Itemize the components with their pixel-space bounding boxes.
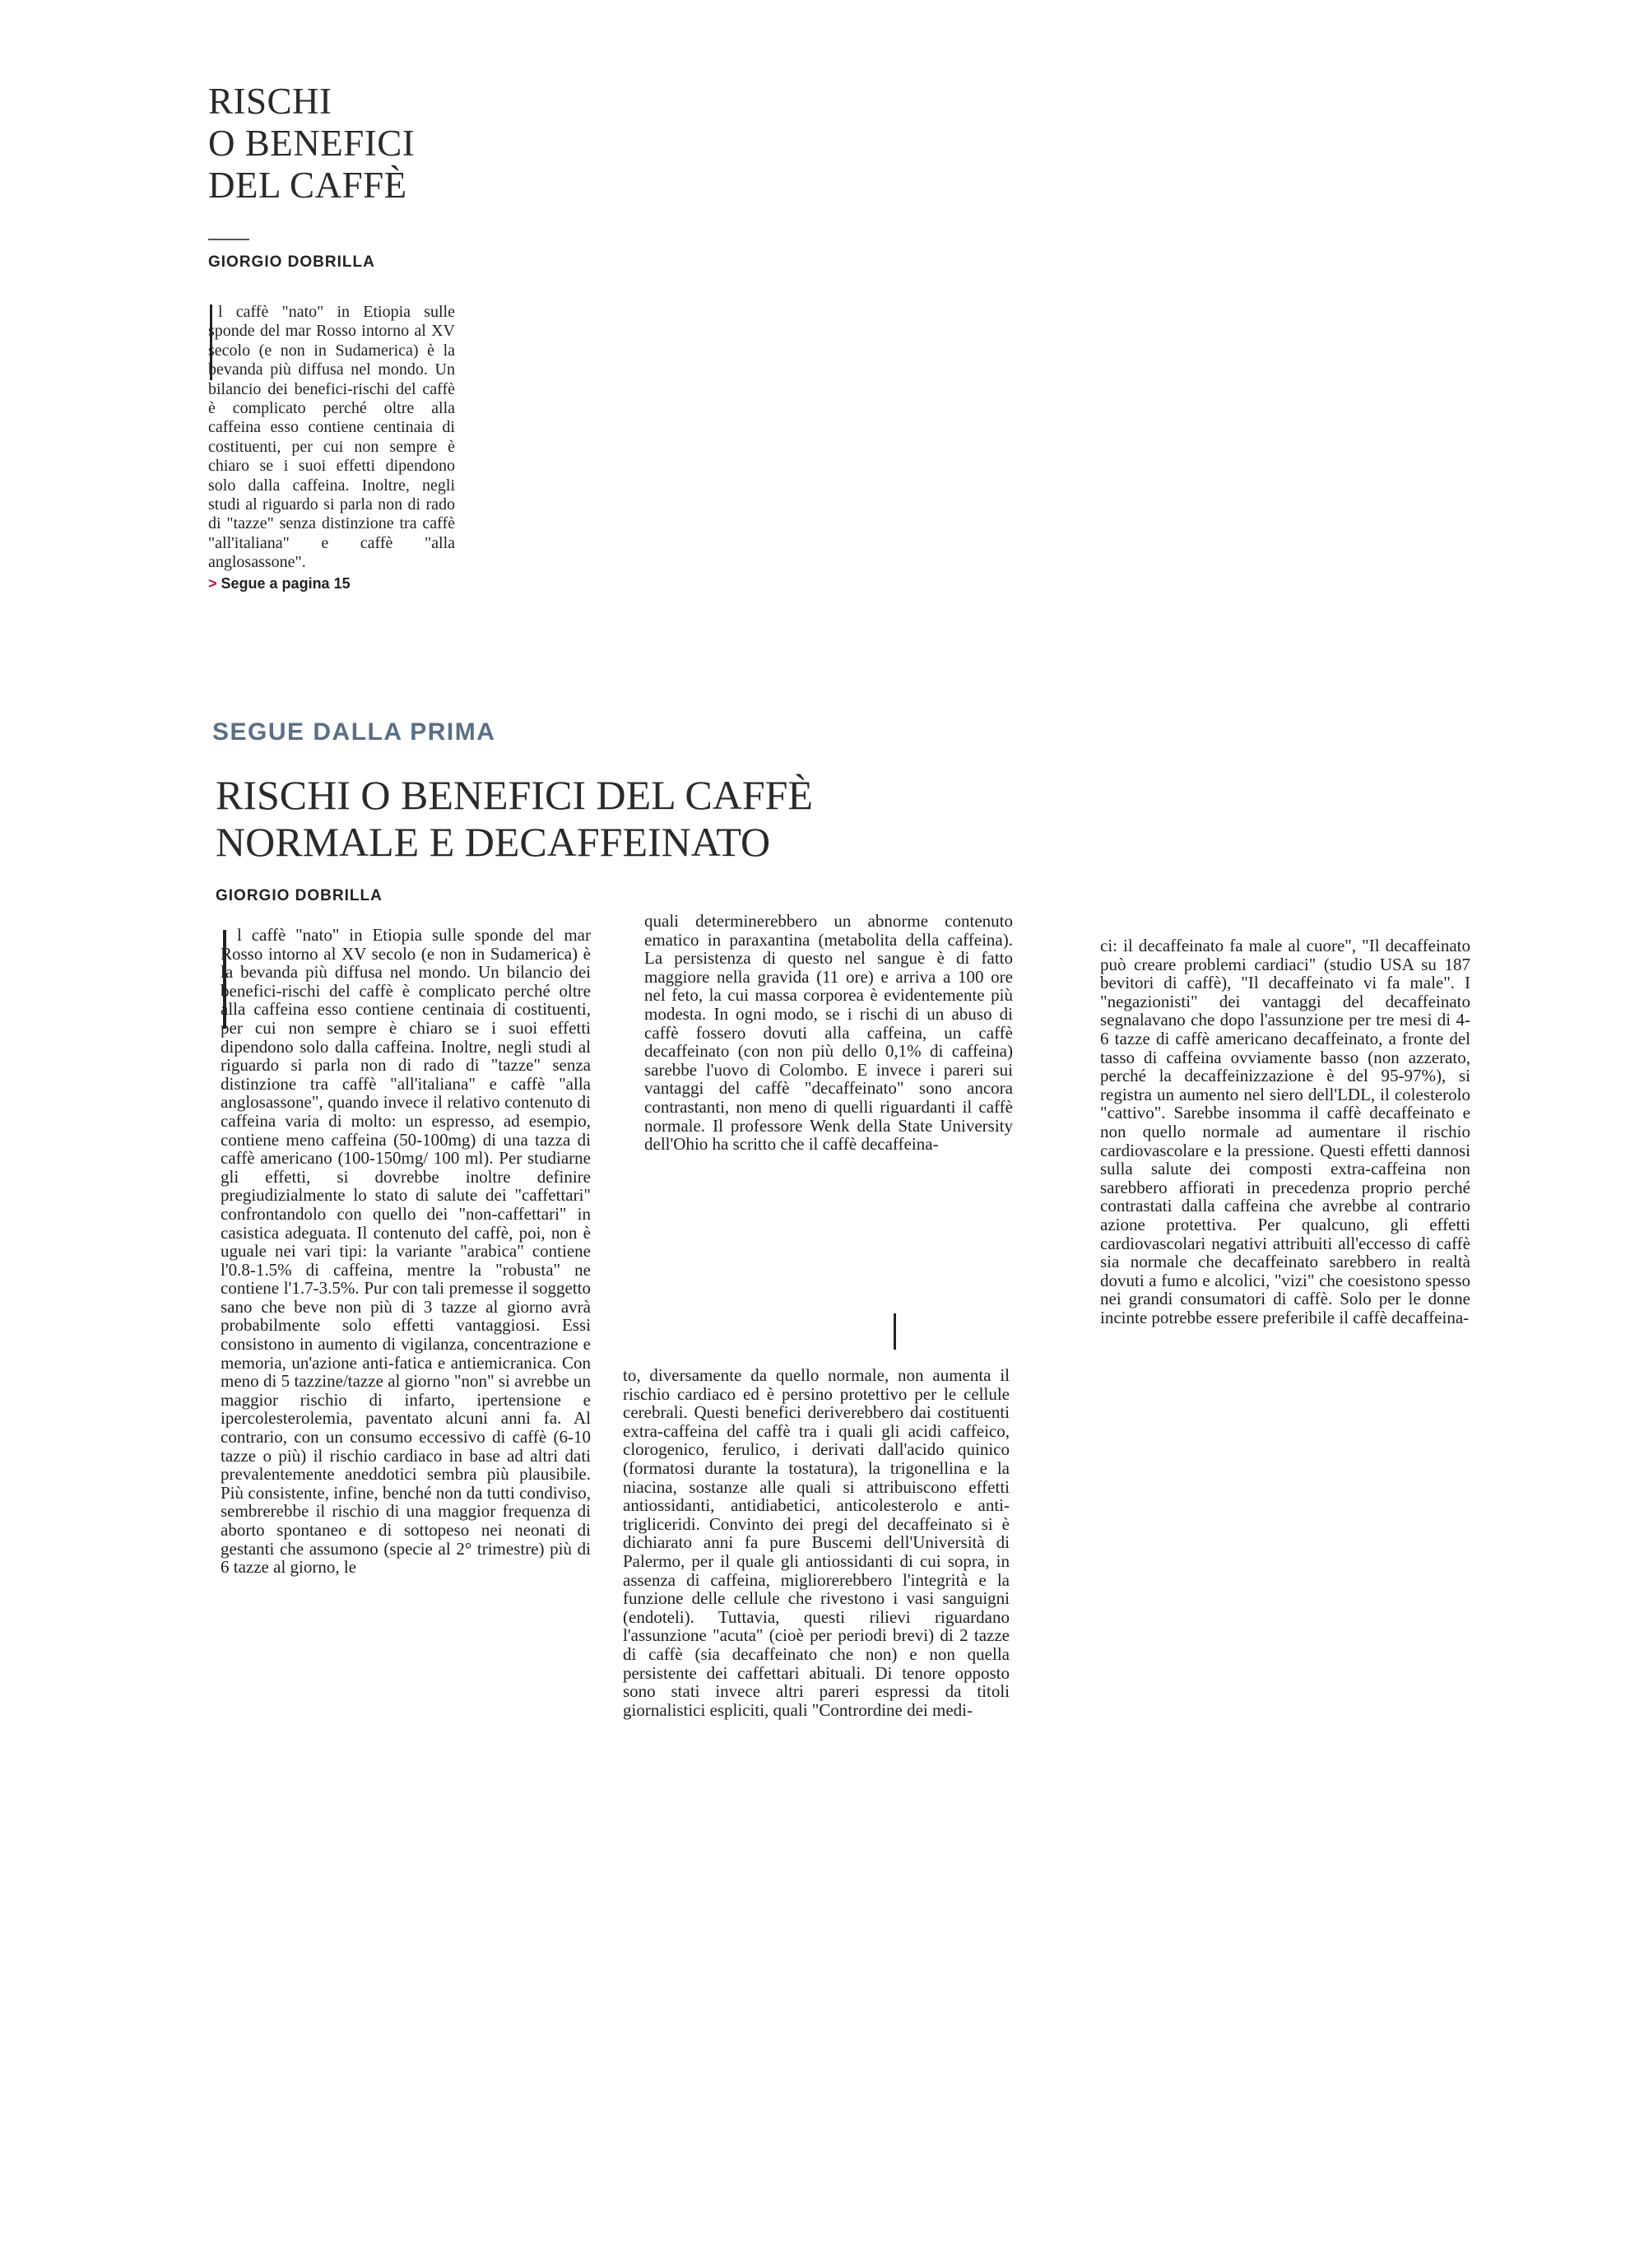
teaser-body	[208, 303, 455, 593]
teaser-title-line: O BENEFICI	[208, 123, 416, 164]
teaser-author: GIORGIO DOBRILLA	[208, 253, 375, 271]
column-text: l caffè "nato" in Etiopia sulle sponde del mar Rosso intorno al XV secolo (e non in Sudamerica) è la bevanda più diffusa nel mondo. Un bilancio dei benefici-rischi del caffè è complicato perché oltre alla caffeina esso contiene centinaia di costituenti, per cui non sempre è chiaro se i suoi effetti dipendono solo dalla caffeina. Inoltre, negli studi al riguardo si parla non di rado di "tazze" senza distinzione tra caffè "all'italiana" e caffè "alla anglosassone", quando invece il relativo contenuto di caffeina varia di molto: un espresso, ad esempio, contiene meno caffeina (50-100mg) di una tazza di caffè americano (100-150mg/ 100 ml). Per studiarne gli effetti, si dovrebbe inoltre definire pregiudizialmente lo stato di salute dei "caffettari" confrontandolo con quello dei "non-caffettari" in casistica adeguata. Il contenuto del caffè, poi, non è uguale nei vari tipi: la variante "arabica" contiene l'0.8-1.5% di caffeina, mentre la "robusta" ne contiene l'1.7-3.5%. Pur con tali premesse il soggetto sano che beve non più di 3 tazze al giorno avrà probabilmente solo effetti vantaggiosi. Essi consistono in aumento di vigilanza, concentrazione e memoria, un'azione anti-fatica e antiemicranica. Con meno di 5 tazzine/tazze al giorno "non" si avrebbe un maggior rischio di infarto, ipertensione e ipercolesterolemia, paventato alcuni anni fa. Al contrario, con un consumo eccessivo di caffè (6-10 tazze o più) il rischio cardiaco in base ad altri dati prevalentemente aneddotici sembra più plausibile. Più consistente, infine, benché non da tutti condiviso, sembrerebbe il rischio di una maggior frequenza di aborto spontaneo e di sottopeso nei neonati di gestanti che assumono (specie al 2° trimestre) più di 6 tazze al giorno, le	[221, 926, 591, 1578]
continue-link[interactable]	[208, 574, 455, 593]
continue-arrow-icon: >	[208, 574, 217, 592]
article-column-3	[1100, 936, 1470, 1537]
column-text: to, diversamente da quello normale, non aumenta il rischio cardiaco ed è persino protettivo per le cellule cerebrali. Questi benefici deriverebbero dai costituenti extra-caffeina del caffè tra i quali gli acidi caffeico, clorogenico, ferulico, i derivati dall'acido quinico (formatosi durante la tostatura), la trigonellina e la niacina, sostanze alle quali si attribuiscono effetti antiossidanti, antidiabetici, anticolesterolo e anti-trigliceridi. Convinto dei pregi del decaffeinato si è dichiarato anni fa pure Buscemi dell'Università di Palermo, per il quale gli antiossidanti di cui sopra, in assenza di caffeina, migliorerebbero l'integrità e la funzione delle cellule che rivestono i vasi sanguigni (endoteli). Tuttavia, questi rilievi riguardano l'assunzione "acuta" (cioè per periodi brevi) di 2 tazze di caffè (sia decaffeinato che non) e non quella persistente dei caffettari abituali. Di tenore opposto sono stati invece altri pareri espressi da titoli giornalistici espliciti, quali "Contrordine dei medi-	[623, 1366, 1010, 1720]
teaser-title-line: DEL CAFFÈ	[208, 165, 407, 206]
teaser-title	[208, 81, 554, 207]
article-title-line: NORMALE E DECAFFEINATO	[216, 819, 771, 865]
article-kicker: SEGUE DALLA PRIMA	[212, 718, 496, 746]
article-title	[216, 772, 956, 866]
article-author: GIORGIO DOBRILLA	[216, 887, 383, 904]
column-break-mark	[894, 1313, 896, 1350]
column-text: quali determinerebbero un abnorme contenuto ematico in paraxantina (metabolita della caffeina). La persistenza di questo nel sangue è di fatto maggiore nella gravida (11 ore) e arriva a 100 ore nel feto, la cui massa corporea è evidentemente più modesta. In ogni modo, se i rischi di un abuso di caffè fossero dovuti alla caffeina, un caffè decaffeinato (con non più dello 0,1% di caffeina) sarebbe l'uovo di Colombo. E invece i pareri sui vantaggi del caffè "decaffeinato" sono ancora contrastanti, non meno di quelli riguardanti il caffè normale. Il professore Wenk della State University dell'Ohio ha scritto che il caffè decaffeina-	[644, 912, 1013, 1155]
article-column-2-bottom	[623, 1366, 1010, 1917]
article-column-2-top	[644, 912, 1013, 1356]
article-column-1	[221, 926, 591, 1917]
title-divider	[208, 239, 249, 240]
continue-label: Segue a pagina 15	[221, 574, 351, 592]
teaser-title-line: RISCHI	[208, 81, 332, 122]
article-title-line: RISCHI O BENEFICI DEL CAFFÈ	[216, 772, 813, 818]
column-text: ci: il decaffeinato fa male al cuore", "Il decaffeinato può creare problemi cardiaci" (studio USA su 187 bevitori di caffè), "Il decaffeinato vi fa male". I "negazionisti" dei vantaggi del decaffeinato segnalavano che dopo l'assunzione per tre mesi di 4-6 tazze di caffè americano decaffeinato, a fronte del tasso di caffeina ovviamente basso (non azzerato, perché la decaffeinizzazione è del 95-97%), si registra un aumento nel siero dell'LDL, il colesterolo "cattivo". Sarebbe insomma il caffè decaffeinato e non quello normale ad aumentare il rischio cardiovascolare e la pressione. Questi effetti dannosi sulla salute dei composti extra-caffeina non sarebbero affiorati in precedenza proprio perché contrastati dalla caffeina che avrebbe al contrario azione protettiva. Per qualcuno, gli effetti cardiovascolari negativi attribuiti all'eccesso di caffè sia normale che decaffeinato sarebbero in realtà dovuti a fumo e alcolici, "vizi" che coesistono spesso nei grandi consumatori di caffè. Solo per le donne incinte potrebbe essere preferibile il caffè decaffeina-	[1100, 936, 1470, 1327]
teaser-text: l caffè "nato" in Etiopia sulle sponde del mar Rosso intorno al XV secolo (e non in Sudamerica) è la bevanda più diffusa nel mondo. Un bilancio dei benefici-rischi del caffè è complicato perché oltre alla caffeina esso contiene centinaia di costituenti, per cui non sempre è chiaro se i suoi effetti dipendono solo dalla caffeina. Inoltre, negli studi al riguardo si parla non di rado di "tazze" senza distinzione tra caffè "all'italiana" e caffè "alla anglosassone".	[208, 303, 455, 572]
